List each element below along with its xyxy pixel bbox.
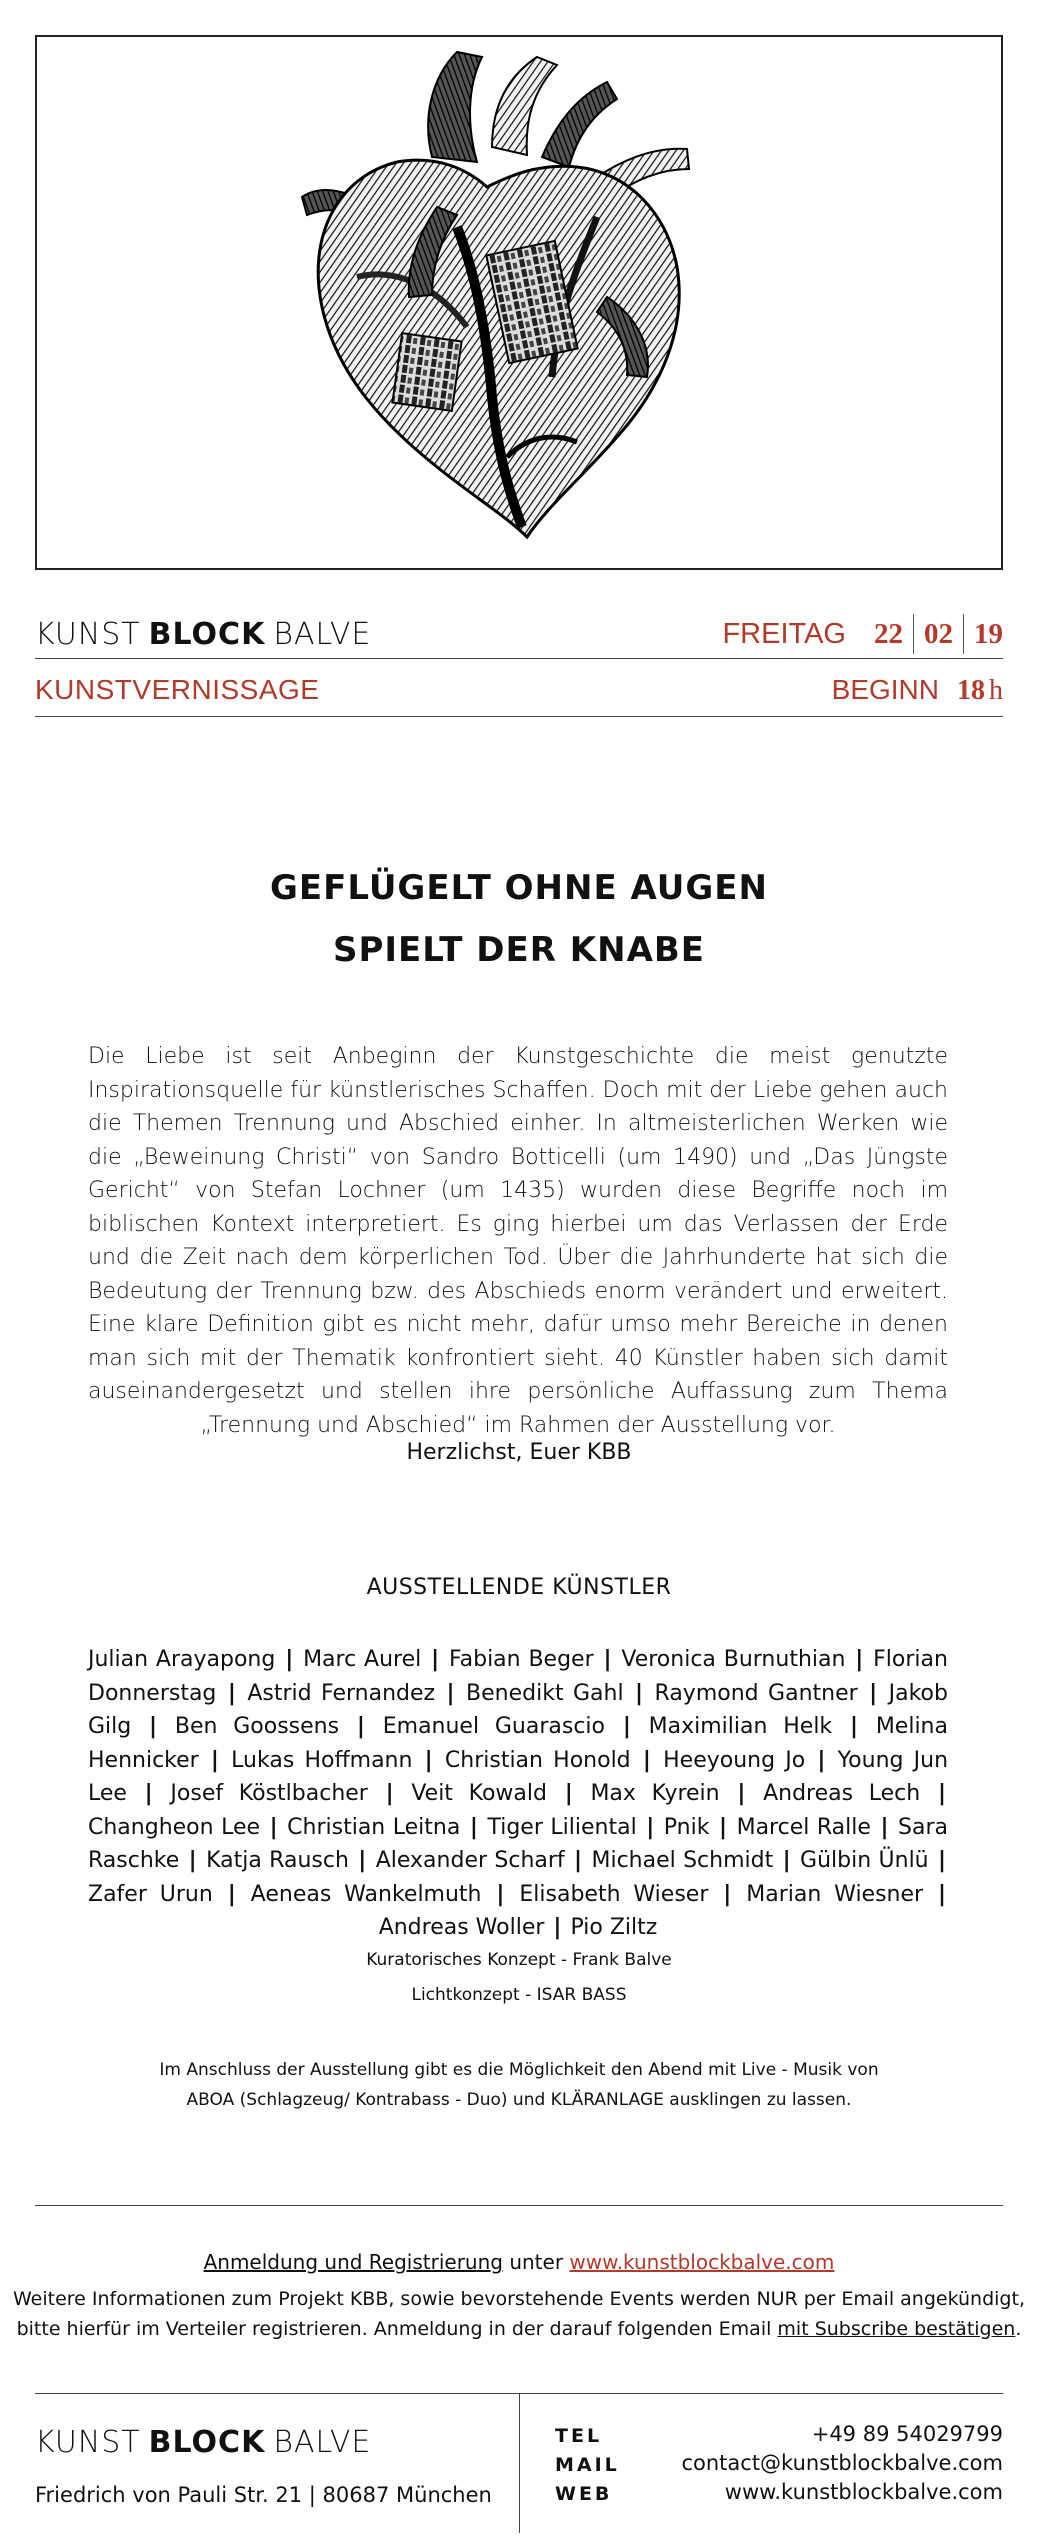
- header-row: [35, 612, 1003, 656]
- event-date-month: 02: [924, 617, 953, 650]
- footer-brand-word-kunst: KUNST: [35, 2425, 141, 2460]
- artist-separator: |: [358, 1848, 367, 1873]
- artist-name: Josef Köstlbacher: [170, 1781, 368, 1806]
- subheader-divider: [35, 716, 1003, 717]
- artist-name: Benedikt Gahl: [466, 1680, 624, 1706]
- registration-line: [0, 2250, 1038, 2274]
- artist-name: Marian Wiesner: [746, 1881, 924, 1907]
- artist-separator: |: [642, 1747, 651, 1773]
- artist-name: Pio Ziltz: [570, 1915, 658, 1940]
- info-line-1: Weitere Informationen zum Projekt KBB, sowie bevorstehende Events werden NUR per Email angekündigt,: [13, 2288, 1025, 2310]
- artists-list: [88, 1643, 948, 1945]
- footer-vertical-divider: [519, 2393, 520, 2533]
- brand-logo: [35, 617, 371, 652]
- intro-paragraph: Die Liebe ist seit Anbeginn der Kunstgeschichte die meist genutzte Inspirationsquelle für künstlerisches Schaffen. Doch mit der Liebe gehen auch die Themen Trennung und Abschied einher. In altmeisterlichen Werken wie die „Beweinung Christi“ von Sandro Botticelli (um 1490) und „Das Jüngste Gericht“ von Stefan Lochner (um 1435) wurden diese Begriffe noch im biblischen Kontext interpretiert. Es ging hierbei um das Verlassen der Erde und die Zeit nach dem körperlichen Tod. Über die Jahrhunderte hat sich die Bedeutung der Trennung bzw. des Abschieds enorm verändert und erweitert. Eine klare Definition gibt es nicht mehr, dafür umso mehr Bereiche in denen man sich mit der Thematik konfrontiert sieht. 40 Künstler haben sich damit auseinandergesetzt und stellen ihre persönliche Auffassung zum Thema „Trennung und Abschied“ im Rahmen der Ausstellung vor.: [88, 1044, 948, 1438]
- info-line-2-end: .: [1015, 2318, 1022, 2340]
- artist-separator: |: [938, 1848, 947, 1873]
- artist-name: Veronica Burnuthian: [621, 1647, 846, 1672]
- artist-name: Jakob Gilg: [88, 1680, 948, 1739]
- artist-separator: |: [227, 1680, 236, 1706]
- artist-separator: |: [869, 1680, 878, 1706]
- artist-separator: |: [496, 1881, 505, 1907]
- artist-name: Lukas Hoffmann: [231, 1747, 413, 1773]
- exhibition-title-line-1: GEFLÜGELT OHNE AUGEN: [270, 868, 768, 908]
- subheader-row: [35, 668, 1003, 712]
- afterparty-line-2: ABOA (Schlagzeug/ Kontrabass - Duo) und KLÄRANLAGE ausklingen zu lassen.: [186, 2090, 852, 2110]
- artist-separator: |: [285, 1647, 294, 1672]
- footer-brand-word-balve: BALVE: [273, 2425, 372, 2460]
- artist-name: Florian Donnerstag: [88, 1647, 948, 1706]
- artist-name: Young Jun Lee: [88, 1747, 949, 1806]
- footer-brand-word-block: BLOCK: [148, 2425, 266, 2460]
- artist-separator: |: [431, 1647, 440, 1672]
- artist-name: Alexander Scharf: [375, 1848, 565, 1873]
- artist-name: Max Kyrein: [590, 1781, 720, 1806]
- begin-hour: 18: [957, 674, 985, 706]
- artist-separator: |: [849, 1714, 859, 1739]
- email-link[interactable]: contact@kunstblockbalve.com: [681, 2451, 1003, 2475]
- artist-name: Raymond Gantner: [654, 1680, 858, 1706]
- artist-separator: |: [855, 1647, 864, 1672]
- artist-separator: |: [603, 1647, 612, 1672]
- event-date-year: 19: [974, 617, 1003, 650]
- artist-separator: |: [723, 1881, 732, 1907]
- artist-name: Fabian Beger: [448, 1647, 594, 1672]
- artist-name: Andreas Lech: [763, 1781, 921, 1806]
- hero-image-frame: [35, 35, 1003, 570]
- artist-name: Gülbin Ünlü: [800, 1848, 929, 1873]
- artist-name: Julian Arayapong: [88, 1647, 276, 1672]
- contact-labels: [555, 2422, 620, 2509]
- artist-separator: |: [646, 1814, 655, 1840]
- artist-name: Aeneas Wankelmuth: [250, 1881, 482, 1907]
- artist-separator: |: [635, 1680, 644, 1706]
- phone-link[interactable]: +49 89 54029799: [811, 2422, 1003, 2446]
- event-begin: [832, 674, 1003, 707]
- artist-name: Christian Honold: [444, 1747, 631, 1773]
- artist-separator: |: [937, 1881, 947, 1907]
- contact-values: [681, 2420, 1003, 2507]
- artist-name: Andreas Woller: [378, 1915, 545, 1940]
- artist-separator: |: [210, 1747, 219, 1773]
- artist-name: Melina Hennicker: [88, 1714, 948, 1773]
- info-line-2: [0, 2318, 1038, 2340]
- signoff: Herzlichst, Euer KBB: [406, 1440, 632, 1465]
- artist-separator: |: [564, 1781, 573, 1806]
- event-weekday: FREITAG: [722, 617, 846, 650]
- artist-name: Maximilian Helk: [648, 1714, 833, 1739]
- artist-separator: |: [227, 1881, 236, 1907]
- footer-address: Friedrich von Pauli Str. 21 | 80687 München: [35, 2483, 492, 2507]
- artist-name: Changheon Lee: [88, 1814, 261, 1840]
- event-date-day: 22: [874, 617, 903, 650]
- artist-separator: |: [574, 1848, 583, 1873]
- artist-separator: |: [782, 1848, 791, 1873]
- artist-separator: |: [817, 1747, 826, 1773]
- footer-brand-logo: [35, 2425, 371, 2460]
- artist-separator: |: [880, 1814, 889, 1840]
- light-credit: Lichtkonzept - ISAR BASS: [411, 1985, 627, 2005]
- subscribe-link[interactable]: mit Subscribe bestätigen: [777, 2318, 1016, 2340]
- begin-label: BEGINN: [831, 673, 939, 705]
- artist-name: Michael Schmidt: [591, 1848, 774, 1873]
- artist-separator: |: [719, 1814, 728, 1840]
- artist-name: Zafer Urun: [88, 1881, 213, 1907]
- info-line-2-text: bitte hierfür im Verteiler registrieren. Anmeldung in der darauf folgenden Email: [16, 2318, 772, 2340]
- artist-separator: |: [937, 1781, 946, 1806]
- website-link[interactable]: www.kunstblockbalve.com: [569, 2250, 835, 2274]
- artist-name: Sara Raschke: [88, 1814, 949, 1873]
- registration-divider: [35, 2205, 1003, 2206]
- exhibition-title-line-2: SPIELT DER KNABE: [332, 930, 706, 970]
- artist-name: Marcel Ralle: [736, 1814, 871, 1840]
- brand-word-kunst: KUNST: [35, 616, 141, 652]
- registration-link[interactable]: Anmeldung und Registrierung: [203, 2250, 503, 2274]
- mail-label: MAIL: [555, 2454, 620, 2476]
- artist-separator: |: [385, 1781, 394, 1806]
- artist-separator: |: [269, 1814, 278, 1840]
- event-type: KUNSTVERNISSAGE: [35, 674, 320, 705]
- artist-name: Veit Kowald: [411, 1781, 547, 1806]
- curation-credit: Kuratorisches Konzept - Frank Balve: [366, 1950, 672, 1970]
- artist-separator: |: [446, 1680, 455, 1706]
- registration-mid-text: unter: [509, 2250, 564, 2274]
- artist-name: Heeyoung Jo: [663, 1747, 806, 1773]
- artist-separator: |: [188, 1848, 197, 1873]
- begin-unit: h: [989, 674, 1003, 706]
- anatomical-heart-illustration: [37, 37, 1003, 570]
- artist-separator: |: [737, 1781, 746, 1806]
- artist-name: Emanuel Guarascio: [382, 1714, 606, 1739]
- artist-name: Christian Leitna: [287, 1814, 461, 1840]
- artist-separator: |: [144, 1781, 153, 1806]
- brand-word-block: BLOCK: [148, 616, 266, 652]
- artists-heading: AUSSTELLENDE KÜNSTLER: [366, 1575, 672, 1600]
- footer-website-link[interactable]: www.kunstblockbalve.com: [724, 2480, 1003, 2504]
- artist-separator: |: [622, 1714, 631, 1739]
- artist-separator: |: [469, 1814, 478, 1840]
- artist-name: Elisabeth Wieser: [519, 1881, 709, 1907]
- artist-name: Astrid Fernandez: [247, 1680, 436, 1706]
- afterparty-line-1: Im Anschluss der Ausstellung gibt es die Möglichkeit den Abend mit Live - Musik von: [159, 2060, 879, 2080]
- artist-separator: |: [553, 1915, 562, 1940]
- tel-label: TEL: [555, 2425, 603, 2447]
- header-divider: [35, 658, 1003, 659]
- artist-separator: |: [356, 1714, 365, 1739]
- artist-name: Katja Rausch: [206, 1848, 349, 1873]
- artist-name: Ben Goossens: [174, 1714, 340, 1739]
- web-label: WEB: [555, 2483, 613, 2505]
- artist-separator: |: [149, 1714, 158, 1739]
- brand-word-balve: BALVE: [273, 616, 372, 652]
- artist-name: Tiger Liliental: [487, 1814, 637, 1840]
- event-date: [722, 614, 1003, 654]
- artist-name: Pnik: [663, 1814, 710, 1840]
- artist-separator: |: [424, 1747, 433, 1773]
- artist-name: Marc Aurel: [303, 1647, 422, 1672]
